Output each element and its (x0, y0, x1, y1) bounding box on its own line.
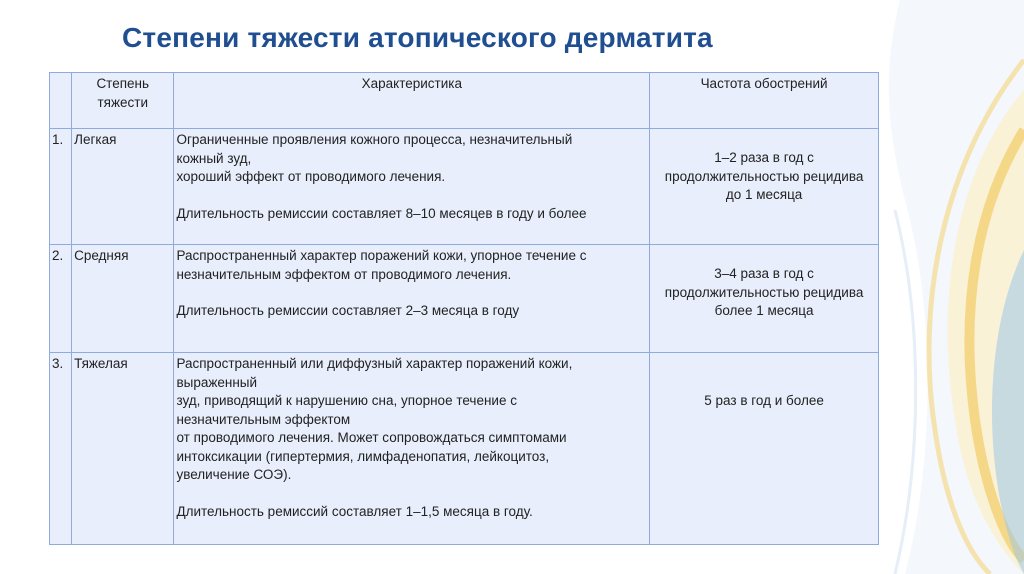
header-degree (72, 73, 174, 129)
freq-line: 3–4 раза в год с (714, 266, 814, 281)
table-row (50, 245, 879, 353)
char-remission: Длительность ремиссии составляет 8–10 месяцев в году и более (176, 205, 587, 221)
row-degree: Средняя (72, 245, 174, 353)
table-row (50, 353, 879, 545)
char-line: выраженный (176, 374, 258, 390)
row-characteristic (174, 353, 650, 545)
header-frequency: Частота обострений (650, 73, 879, 129)
freq-line: продолжительностью рецидива (664, 284, 864, 300)
char-line: Распространенный или диффузный характер поражений кожи, (176, 356, 573, 371)
freq-line: 1–2 раза в год с (714, 150, 814, 165)
row-number: 1. (50, 129, 72, 245)
row-characteristic (174, 245, 650, 353)
freq-line: продолжительностью рецидива (664, 168, 864, 184)
freq-line: до 1 месяца (725, 187, 803, 202)
row-frequency (650, 129, 879, 245)
page-title: Степени тяжести атопического дерматита (122, 22, 713, 53)
char-line: хороший эффект от проводимого лечения. (176, 169, 446, 184)
char-line: от проводимого лечения. Может сопровождаться симптомами (176, 430, 567, 445)
freq-line: более 1 месяца (714, 303, 814, 318)
row-characteristic (174, 129, 650, 245)
severity-table (49, 72, 879, 545)
char-remission: Длительность ремиссии составляет 2–3 месяца в году (176, 303, 520, 318)
char-line: зуд, приводящий к нарушению сна, упорное течение с (176, 393, 517, 408)
row-frequency (650, 245, 879, 353)
row-degree: Легкая (72, 129, 174, 245)
char-line: Ограниченные проявления кожного процесса, незначительный (176, 132, 573, 147)
header-degree-text: Степень тяжести (96, 76, 150, 110)
row-frequency (650, 353, 879, 545)
char-line: незначительным эффектом от проводимого лечения. (176, 266, 512, 282)
char-line: увеличение СОЭ). (176, 467, 292, 482)
char-line: кожный зуд, (176, 150, 252, 166)
char-line: незначительным эффектом (176, 411, 351, 427)
char-remission: Длительность ремиссий составляет 1–1,5 месяца в году. (176, 503, 533, 519)
row-number: 3. (50, 353, 72, 545)
header-number (50, 73, 72, 129)
row-number: 2. (50, 245, 72, 353)
table-header-row (50, 73, 879, 129)
freq-line: 5 раз в год и более (704, 393, 824, 408)
row-degree: Тяжелая (72, 353, 174, 545)
char-line: Распространенный характер поражений кожи, упорное течение с (176, 248, 587, 263)
char-line: интоксикации (гипертермия, лимфаденопатия, лейкоцитоз, (176, 448, 550, 464)
header-characteristic: Характеристика (174, 73, 650, 129)
table-row (50, 129, 879, 245)
